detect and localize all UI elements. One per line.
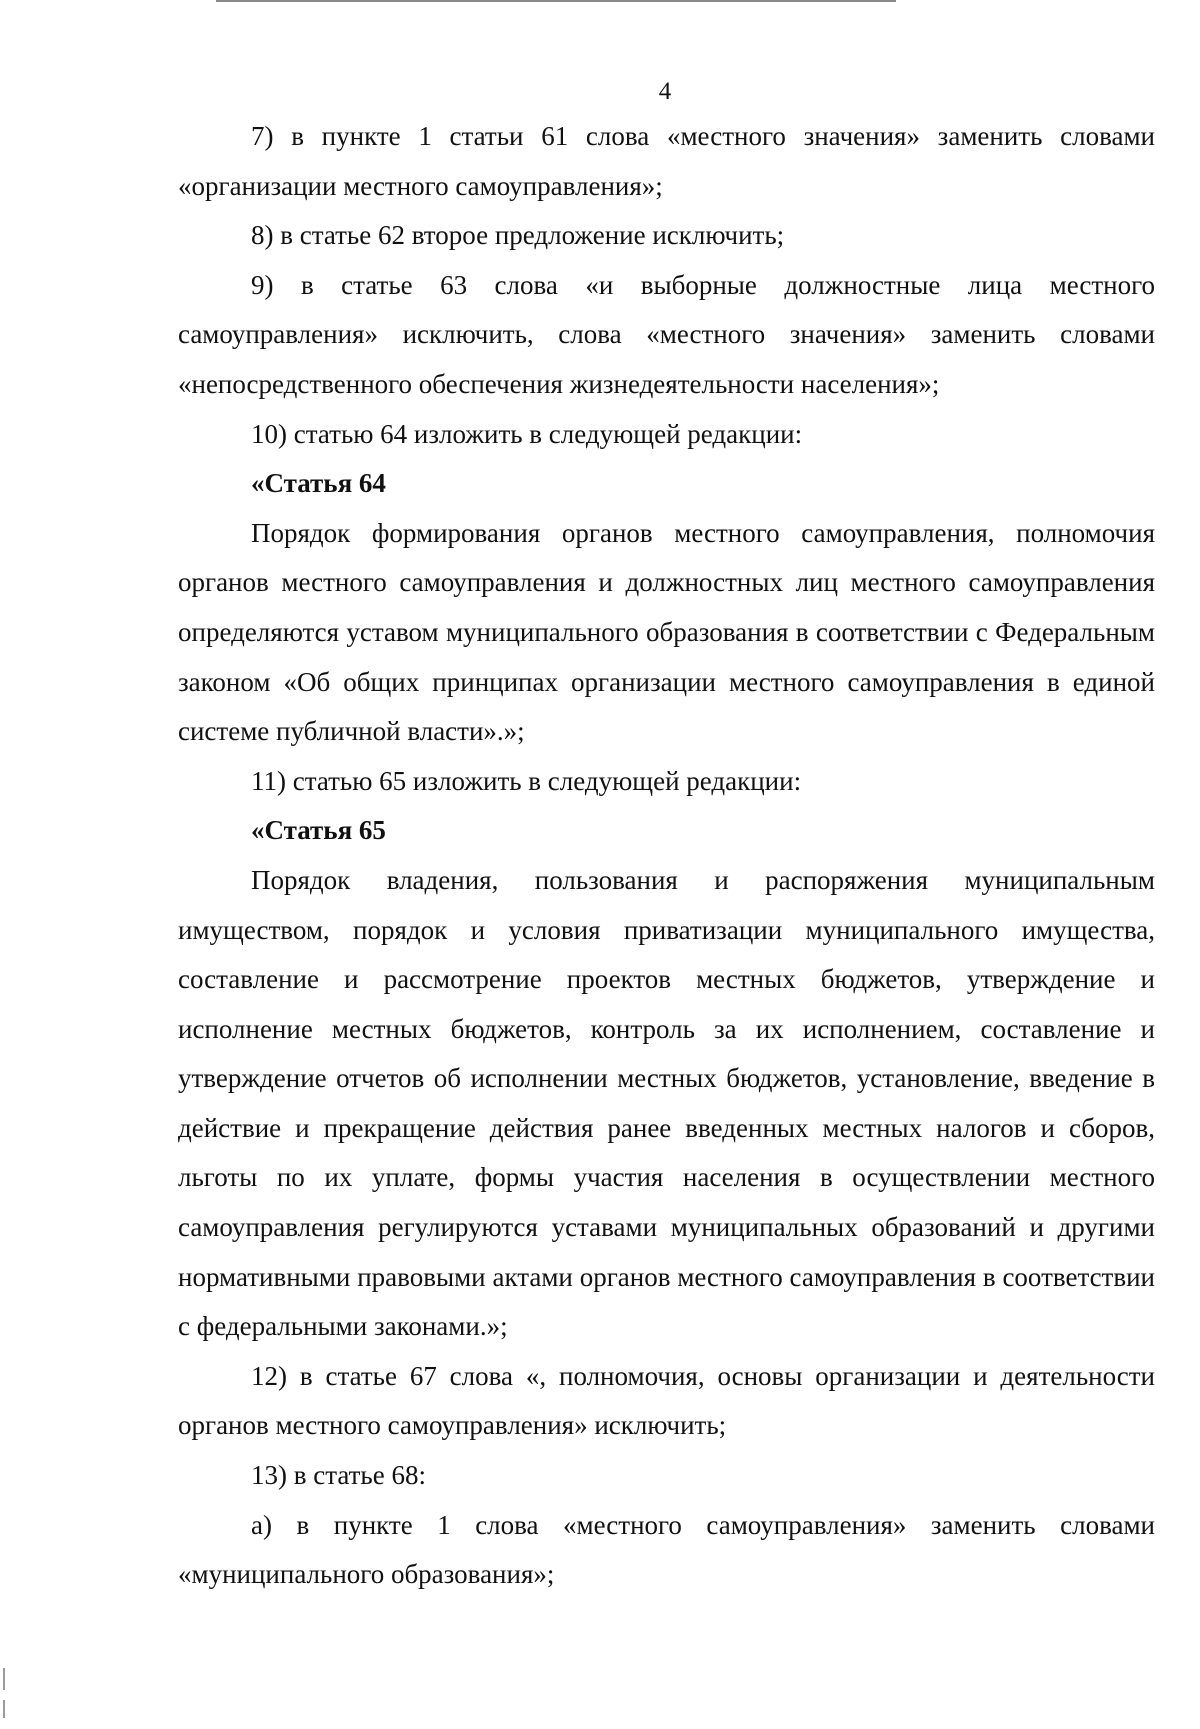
scan-edge-mark bbox=[3, 1700, 5, 1718]
paragraph-item-9: 9) в статье 63 слова «и выборные должностные лица местного самоуправления» исключить, слова «местного значения» заменить словами «непосредственного обеспечения жизнедеятельности населения»; bbox=[178, 269, 1155, 399]
article-65-heading: «Статья 65 bbox=[251, 815, 386, 846]
article-65-text: Порядок владения, пользования и распоряжения муниципальным имуществом, порядок и условия приватизации муниципального имущества, составление и рассмотрение проектов местных бюджетов, утверждение и исполнение местных бюджетов, контроль за их исполнением, составление и утверждение отчетов об исполнении местных бюджетов, установление, введение в действие и прекращение действия ранее введенных местных налогов и сборов, льготы по их уплате, формы участия населения в осуществлении местного самоуправления регулируются уставами муниципальных образований и другими нормативными правовыми актами органов местного самоуправления в соответствии с федеральными законами.»; bbox=[178, 864, 1155, 1342]
page-top-edge-line bbox=[216, 0, 896, 2]
scan-edge-mark bbox=[3, 1668, 5, 1690]
paragraph-item-11: 11) статью 65 изложить в следующей редакции: bbox=[251, 765, 802, 796]
paragraph-item-12: 12) в статье 67 слова «, полномочия, основы организации и деятельности органов местного самоуправления» исключить; bbox=[178, 1360, 1155, 1441]
document-body bbox=[178, 112, 1155, 1600]
page-number: 4 bbox=[658, 78, 672, 105]
article-64-heading: «Статья 64 bbox=[251, 468, 386, 499]
paragraph-item-8: 8) в статье 62 второе предложение исключить; bbox=[251, 220, 785, 251]
article-64-text: Порядок формирования органов местного самоуправления, полномочия органов местного самоуправления и должностных лиц местного самоуправления определяются уставом муниципального образования в соответствии с Федеральным законом «Об общих принципах организации местного самоуправления в единой системе публичной власти».»; bbox=[178, 517, 1155, 747]
paragraph-item-13a: а) в пункте 1 слова «местного самоуправления» заменить словами «муниципального образования»; bbox=[178, 1509, 1155, 1590]
paragraph-item-7: 7) в пункте 1 статьи 61 слова «местного значения» заменить словами «организации местного самоуправления»; bbox=[178, 121, 1155, 201]
paragraph-item-13: 13) в статье 68: bbox=[251, 1460, 426, 1491]
paragraph-item-10: 10) статью 64 изложить в следующей редакции: bbox=[251, 418, 803, 449]
